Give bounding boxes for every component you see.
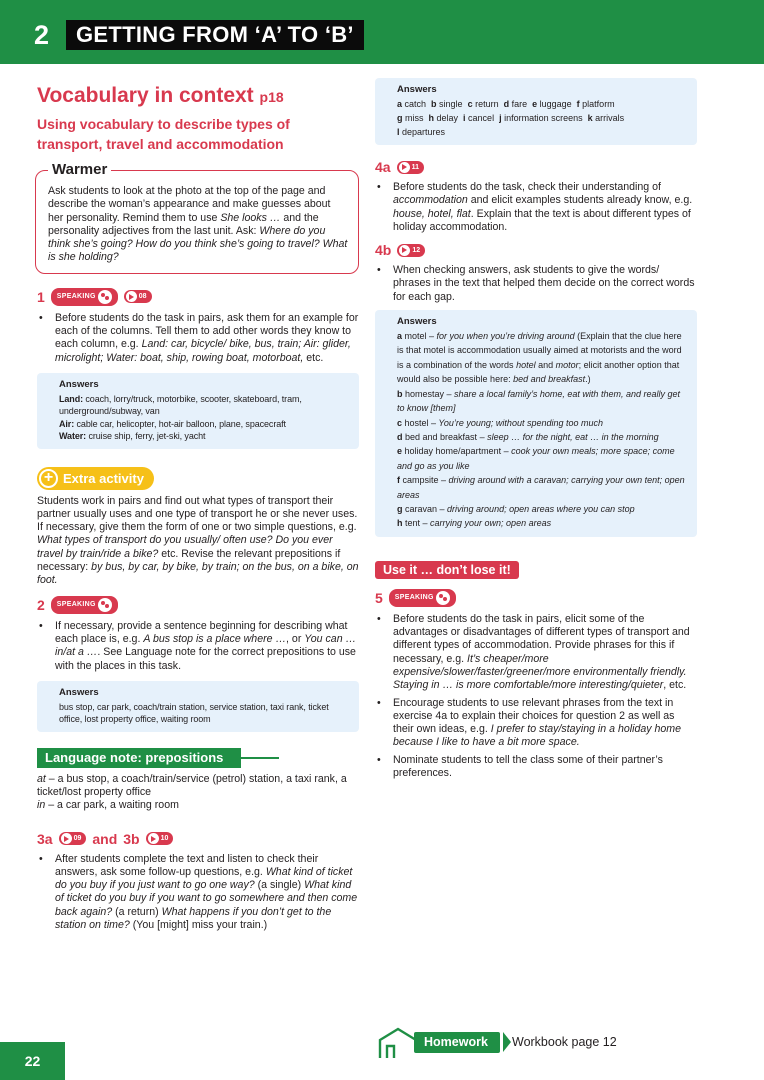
pair-work-icon [98, 598, 112, 612]
audio-badge: 12 [397, 244, 425, 257]
answer-letter: b [431, 99, 440, 109]
answers-box: Answers Land: coach, lorry/truck, motorbike, scooter, skateboard, tram, underground/subway, van Air: cable car, helicopter, hot-air balloon, plane, spacecraft Water: cruise ship, ferry, jet-ski, yacht [37, 373, 359, 449]
answer-word: luggage [539, 99, 577, 109]
language-note-label: Language note: prepositions [37, 748, 279, 768]
answer-letter: h [428, 113, 437, 123]
pair-work-icon [436, 591, 450, 605]
right-column [375, 78, 697, 784]
answer-word: platform [582, 99, 615, 109]
answer-letter: e [532, 99, 540, 109]
answer-letter: g [397, 113, 405, 123]
exercise-4a-notes [375, 181, 697, 234]
pair-work-icon [98, 290, 112, 304]
exercise-5-header: 5 SPEAKING [375, 589, 697, 607]
answer-letter: c [467, 99, 476, 109]
unit-header [0, 0, 764, 64]
answer-word: delay [436, 113, 464, 123]
answer-letter: k [587, 113, 596, 123]
homework-label: Homework [414, 1032, 500, 1053]
house-icon [378, 1026, 418, 1060]
homework-arrow [503, 1032, 511, 1052]
section-subtitle: Using vocabulary to describe types of transport, travel and accommodation [37, 116, 290, 152]
audio-play-icon [399, 245, 410, 256]
exercise-1-notes [37, 312, 359, 365]
speaking-badge: SPEAKING [51, 288, 118, 306]
plus-icon: + [39, 469, 58, 488]
warmer-text: Ask students to look at the photo at the top of the page and describe the woman’s appearance and make guesses about her personality. Remind them to use She looks … and the personality adjectives from the last unit. Ask: Where do you think she’s going? How do you think she’s going to travel? What is she holding? [48, 185, 348, 264]
audio-play-icon [148, 833, 159, 844]
exercise-4b-header: 4b 12 [375, 242, 697, 258]
answer-letter: j [499, 113, 505, 123]
section-title: Vocabulary in context p18 [37, 84, 284, 107]
unit-title: GETTING FROM ‘A’ TO ‘B’ [66, 20, 364, 50]
answer-word: miss [405, 113, 429, 123]
answer-letter: l [397, 127, 403, 137]
exercise-1-header [37, 288, 359, 306]
answer-letter: a [397, 99, 405, 109]
exercise-4a-header: 4a 11 [375, 159, 697, 175]
homework-text: Workbook page 12 [512, 1035, 617, 1049]
answer-letter: i [463, 113, 469, 123]
use-it-label: Use it … don’t lose it! [375, 561, 519, 579]
audio-play-icon [61, 833, 72, 844]
exercise-4b-notes [375, 264, 697, 304]
note-bullet: • Before students do the task in pairs, ask them for an example for each of the columns. Tell them to add other words they know to each column, e.g. Land: car, bicycle/ bike, bus, train; Air: glider, microlight; Water: boat, ship, rowing boat, motorboat, etc. [37, 312, 359, 365]
exercise-2-notes [37, 620, 359, 673]
answer-word: information screens [504, 113, 588, 123]
language-note-text: at – a bus stop, a coach/train/service (petrol) station, a taxi rank, a ticket/lost property office in – a car park, a waiting room [37, 772, 347, 812]
answers-box-4b: Answers a motel – for you when you’re driving around (Explain that the clue here is that motel is accommodation usually aimed at motorists and the word is a combination of the words hotel and motor; elicit another option that would also be possible here: bed and breakfast.) b homestay – share a local family’s home, eat with them, and really get to know [them] c hostel – You’re young; without spending too much d bed and breakfast – sleep … for the night, eat … in the morning e holiday home/apartment – cook your own meals; more space; come and go as you like f campsite – driving around with a caravan; carrying your own tent; open areas g caravan – driving around; open areas where you can stop h tent – carrying your own; open areas [375, 310, 697, 537]
answer-letter: d [503, 99, 512, 109]
answer-word: arrivals [595, 113, 625, 123]
answer-word: cancel [468, 113, 500, 123]
audio-play-icon [126, 291, 137, 302]
warmer-title: Warmer [48, 161, 111, 178]
answer-word: fare [511, 99, 533, 109]
extra-activity-text: Students work in pairs and find out what types of transport their partner usually uses and one type of transport he or she never uses. If necessary, give them the form of one or two simple questions, e.g. What types of transport do you usually/ often use? Do you ever travel by train/ride a bike? etc. Revise the relevant prepositions if necessary: by bus, by car, by bike, by train; on the bus, on a bike, on foot. [37, 494, 359, 587]
answer-word: return [475, 99, 504, 109]
answers-box: Answers bus stop, car park, coach/train station, service station, taxi rank, ticket office, lost property office, waiting room [37, 681, 359, 732]
note-bullet: • Nominate students to tell the class some of their partner’s preferences. [375, 754, 697, 781]
page-number: 22 [0, 1042, 65, 1080]
extra-activity-label: + Extra activity [37, 467, 154, 490]
note-bullet: • Before students do the task, check their understanding of accommodation and elicit examples students already know, e.g. house, hotel, flat. Explain that the text is about different types of holiday accommodation. [375, 181, 697, 234]
answer-word: departures [402, 127, 446, 137]
answer-letter: f [576, 99, 583, 109]
exercise-number: 1 [37, 288, 45, 305]
answer-word: catch [404, 99, 432, 109]
speaking-badge: SPEAKING [389, 589, 456, 607]
answer-line [397, 111, 689, 125]
answer-word: single [439, 99, 468, 109]
note-bullet: • Encourage students to use relevant phrases from the text in exercise 4a to explain their choices for question 2 as well as their own ideas, e.g. I prefer to stay/staying in a holiday home because I like to have a bit more space. [375, 697, 697, 750]
exercise-3-notes [37, 853, 359, 933]
exercise-3-header: 3a 09 and 3b 10 [37, 831, 359, 847]
exercise-2-header [37, 596, 359, 614]
speaking-badge: SPEAKING [51, 596, 118, 614]
note-bullet: • When checking answers, ask students to give the words/ phrases in the text that helped them decide on the correct words for each gap. [375, 264, 697, 304]
answer-line [397, 125, 689, 139]
note-bullet: • If necessary, provide a sentence beginning for describing what each place is, e.g. A bus stop is a place where …, or You can … in/at a …. See Language note for the correct prepositions to use with the places in this task. [37, 620, 359, 673]
unit-number: 2 [34, 20, 50, 50]
answers-box-3: Answers a catch b single c return d fare e luggage f platform g miss h delay i cancel j information screens k arrivals l departures [375, 78, 697, 145]
exercise-number: 2 [37, 596, 45, 613]
section-page-ref: p18 [259, 89, 284, 105]
warmer-box [35, 161, 359, 274]
audio-badge: 09 [59, 832, 87, 845]
note-bullet: • Before students do the task in pairs, elicit some of the advantages or disadvantages of different types of transport and different types of accommodation. Provide phrases for this if necessary, e.g. It’s cheaper/more expensive/slower/faster/greener/more environmentally friendly. Staying in … is more comfortable/more interesting/quieter, etc. [375, 613, 697, 693]
answer-line [397, 97, 689, 111]
note-bullet: • After students complete the text and listen to check their answers, ask some follow-up questions, e.g. What kind of ticket do you buy if you just want to go one way? (a single) What kind of ticket do you buy if you want to go somewhere and then come back again? (a return) What happens if you don’t get to the station on time? (You [might] miss your train.) [37, 853, 359, 933]
exercise-5-notes [375, 613, 697, 781]
audio-badge: 10 [146, 832, 174, 845]
left-column [37, 80, 359, 936]
audio-badge: 11 [397, 161, 424, 174]
audio-play-icon [399, 162, 410, 173]
homework-reference [378, 1026, 638, 1060]
audio-badge: 08 [124, 290, 152, 303]
